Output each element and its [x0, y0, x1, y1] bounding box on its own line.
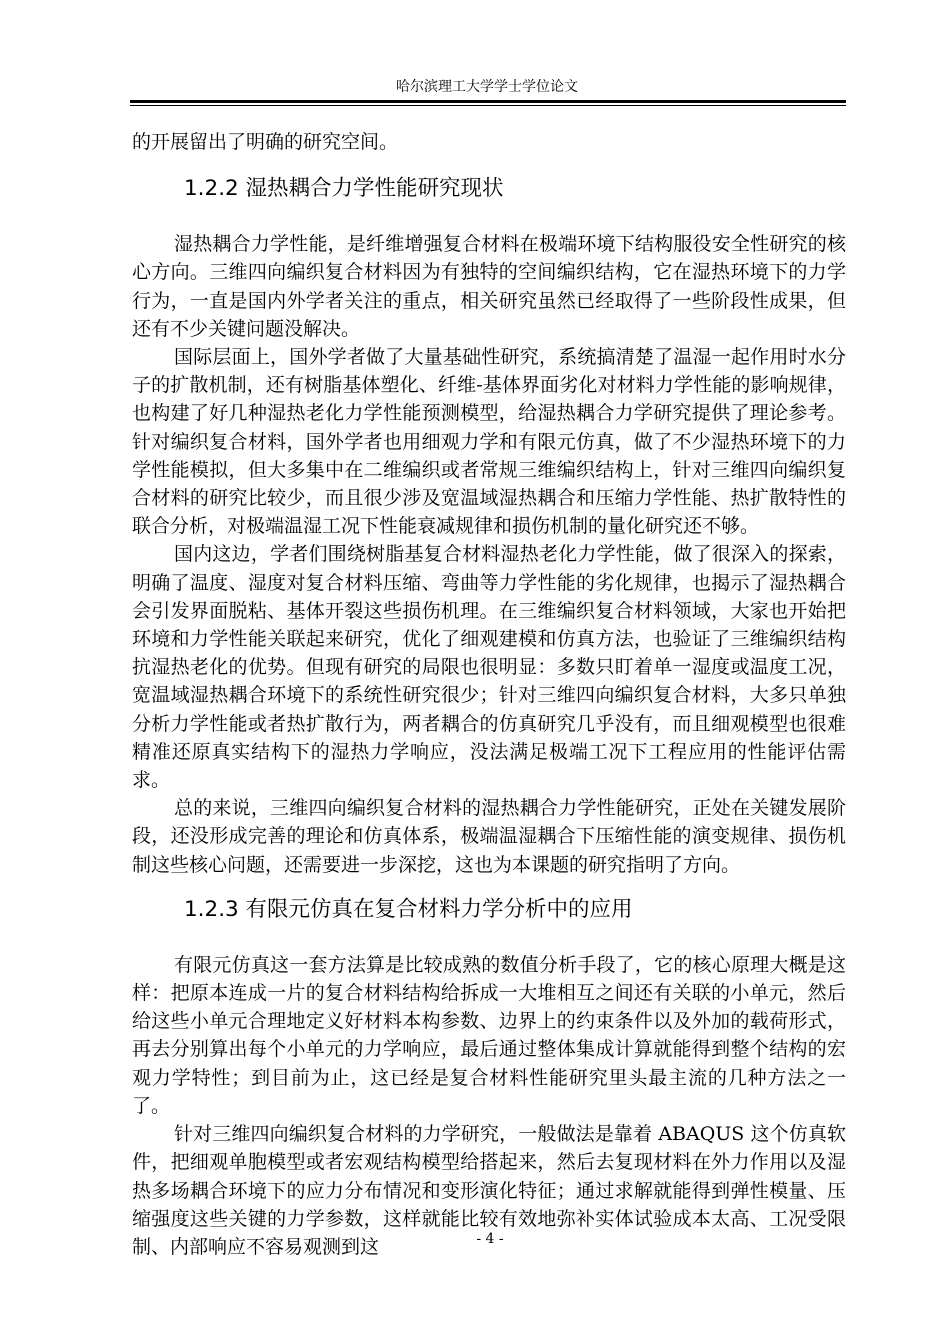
page-number: - 4 - [476, 1231, 504, 1247]
paragraph: 湿热耦合力学性能，是纤维增强复合材料在极端环境下结构服役安全性研究的核心方向。三维四向编织复合材料因为有独特的空间编织结构，它在湿热环境下的力学行为，一直是国内外学者关注的重点，相关研究虽然已经取得了一些阶段性成果，但还有不少关键问题没解决。 [132, 233, 846, 340]
paragraph: 国际层面上，国外学者做了大量基础性研究，系统搞清楚了温湿一起作用时水分子的扩散机制，还有树脂基体塑化、纤维-基体界面劣化对材料力学性能的影响规律，也构建了好几种湿热老化力学性能预测模型，给湿热耦合力学研究提供了理论参考。针对编织复合材料，国外学者也用细观力学和有限元仿真，做了不少湿热环境下的力学性能模拟，但大多集中在二维编织或者常规三维编织结构上，针对三维四向编织复合材料的研究比较少，而且很少涉及宽温域湿热耦合和压缩力学性能、热扩散特性的联合分析，对极端温湿工况下性能衰减规律和损伤机制的量化研究还不够。 [132, 346, 846, 538]
paragraph: 有限元仿真这一套方法算是比较成熟的数值分析手段了，它的核心原理大概是这样：把原本连成一片的复合材料结构给拆成一大堆相互之间还有关联的小单元，然后给这些小单元合理地定义好材料本构参数、边界上的约束条件以及外加的载荷形式，再去分别算出每个小单元的力学响应，最后通过整体集成计算就能得到整个结构的宏观力学特性；到目前为止，这已经是复合材料性能研究里头最主流的几种方法之一了。 [132, 953, 846, 1117]
paragraph: 针对三维四向编织复合材料的力学研究，一般做法是靠着 ABAQUS 这个仿真软件，把细观单胞模型或者宏观结构模型给搭起来，然后去复现材料在外力作用以及湿热多场耦合环境下的应力分布情况和变形演化特征；通过求解就能得到弹性模量、压缩强度这些关键的力学参数，这样就能比较有效地弥补实体试验成本太高、工况受限制、内部响应不容易观测到这 [132, 1123, 846, 1258]
running-header: 哈尔滨理工大学学士学位论文 [396, 79, 578, 95]
header-rule-thick [130, 100, 846, 103]
paragraph-continuation: 的开展留出了明确的研究空间。 [132, 131, 399, 153]
header-rule-thin [130, 105, 846, 106]
body-text [132, 128, 846, 1261]
section-heading-1-2-2: 1.2.2 湿热耦合力学性能研究现状 [184, 176, 504, 202]
paragraph: 国内这边，学者们围绕树脂基复合材料湿热老化力学性能，做了很深入的探索，明确了温度、湿度对复合材料压缩、弯曲等力学性能的劣化规律，也揭示了湿热耦合会引发界面脱粘、基体开裂这些损伤机理。在三维编织复合材料领域，大家也开始把环境和力学性能关联起来研究，优化了细观建模和仿真方法，也验证了三维编织结构抗湿热老化的优势。但现有研究的局限也很明显：多数只盯着单一湿度或温度工况，宽温域湿热耦合环境下的系统性研究很少；针对三维四向编织复合材料，大多只单独分析力学性能或者热扩散行为，两者耦合的仿真研究几乎没有，而且细观模型也很难精准还原真实结构下的湿热力学响应，没法满足极端工况下工程应用的性能评估需求。 [132, 543, 846, 792]
paragraph: 总的来说，三维四向编织复合材料的湿热耦合力学性能研究，正处在关键发展阶段，还没形成完善的理论和仿真体系，极端温湿耦合下压缩性能的演变规律、损伤机制这些核心问题，还需要进一步深挖，这也为本课题的研究指明了方向。 [132, 797, 846, 876]
section-heading-1-2-3: 1.2.3 有限元仿真在复合材料力学分析中的应用 [184, 896, 633, 922]
